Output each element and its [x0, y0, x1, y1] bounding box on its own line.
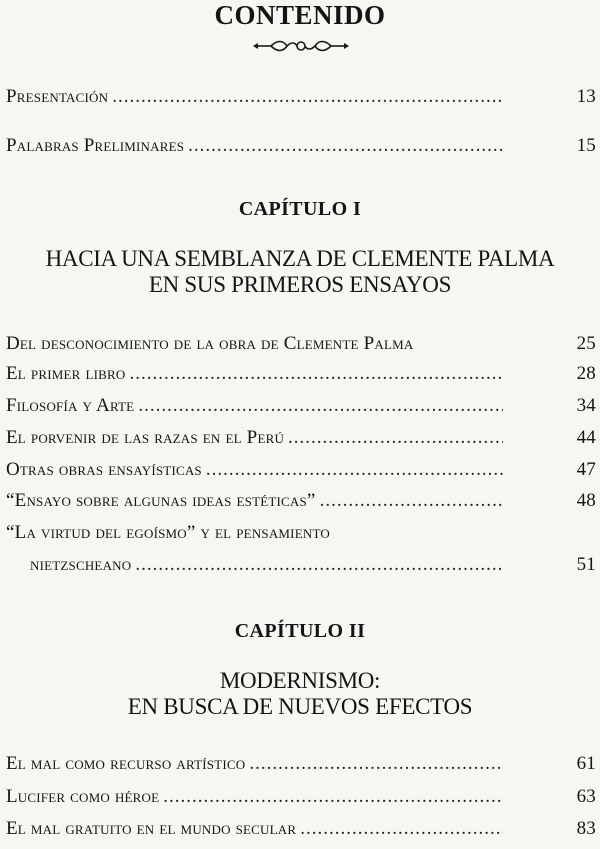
- toc-entry-label-line2: nietzscheano: [30, 554, 132, 575]
- chapter-2-label: CAPÍTULO II: [234, 620, 366, 642]
- toc-entry-page: 25: [576, 333, 596, 354]
- toc-entry-label: El primer libro: [6, 363, 126, 384]
- dot-leader: [188, 135, 503, 157]
- toc-entry-label: Filosofía y Arte: [6, 395, 135, 416]
- toc-entry[interactable]: [6, 786, 596, 808]
- toc-entry-page: 34: [576, 395, 596, 416]
- toc-entry[interactable]: [6, 818, 596, 840]
- chapter-2-title: [0, 668, 600, 720]
- toc-entry[interactable]: [6, 395, 596, 417]
- toc-entry-label: El porvenir de las razas en el Perú: [6, 427, 285, 448]
- dot-leader: [129, 363, 503, 385]
- page-title: CONTENIDO: [214, 0, 386, 30]
- toc-entry-label: El mal como recurso artístico: [6, 753, 246, 774]
- dot-leader: [206, 459, 503, 481]
- toc-entry-page: 63: [576, 786, 596, 807]
- toc-entry-multiline[interactable]: [6, 522, 596, 544]
- toc-entry-page: 44: [576, 427, 596, 448]
- toc-entry-label: Presentación: [6, 86, 109, 107]
- toc-entry-page: 28: [576, 363, 596, 384]
- toc-entry-page: 61: [576, 753, 596, 774]
- dot-leader: [320, 490, 503, 512]
- toc-entry[interactable]: [6, 86, 596, 108]
- toc-entry-page: 48: [576, 490, 596, 511]
- toc-entry[interactable]: [6, 459, 596, 481]
- toc-entry[interactable]: [6, 333, 596, 355]
- toc-entry-page: 51: [576, 554, 596, 575]
- chapter-1-title-line1: HACIA UNA SEMBLANZA DE CLEMENTE PALMA: [45, 246, 555, 271]
- dot-leader: [112, 86, 503, 108]
- toc-entry[interactable]: [6, 135, 596, 157]
- chapter-1-title: [0, 246, 600, 298]
- toc-entry-label: “Ensayo sobre algunas ideas estéticas”: [6, 490, 316, 511]
- chapter-1-label: CAPÍTULO I: [238, 198, 362, 220]
- chapter-2-title-line2: EN BUSCA DE NUEVOS EFECTOS: [127, 694, 473, 719]
- toc-entry-page: 47: [576, 459, 596, 480]
- chapter-2-title-line1: MODERNISMO:: [219, 668, 381, 693]
- decorative-scroll-ornament-icon: [253, 38, 349, 54]
- dot-leader: [135, 554, 503, 576]
- dot-leader: [138, 395, 503, 417]
- toc-entry[interactable]: [6, 427, 596, 449]
- toc-entry-label: Lucifer como héroe: [6, 786, 160, 807]
- chapter-1-title-line2: EN SUS PRIMEROS ENSAYOS: [148, 272, 452, 297]
- dot-leader: [288, 427, 503, 449]
- toc-entry-label-line1: “La virtud del egoísmo” y el pensamiento: [6, 522, 330, 543]
- dot-leader: [249, 753, 503, 775]
- toc-entry-label: Del desconocimiento de la obra de Clemente Palma: [6, 333, 414, 354]
- toc-entry-page: 15: [576, 135, 596, 156]
- toc-entry-multiline-cont[interactable]: [30, 554, 596, 576]
- toc-entry[interactable]: [6, 753, 596, 775]
- toc-entry[interactable]: [6, 363, 596, 385]
- toc-entry-page: 13: [576, 86, 596, 107]
- toc-entry[interactable]: [6, 490, 596, 512]
- toc-entry-label: Palabras Preliminares: [6, 135, 185, 156]
- dot-leader: [300, 818, 503, 840]
- dot-leader: [163, 786, 503, 808]
- toc-entry-label: El mal gratuito en el mundo secular: [6, 818, 297, 839]
- toc-entry-page: 83: [576, 818, 596, 839]
- toc-entry-label: Otras obras ensayísticas: [6, 459, 202, 480]
